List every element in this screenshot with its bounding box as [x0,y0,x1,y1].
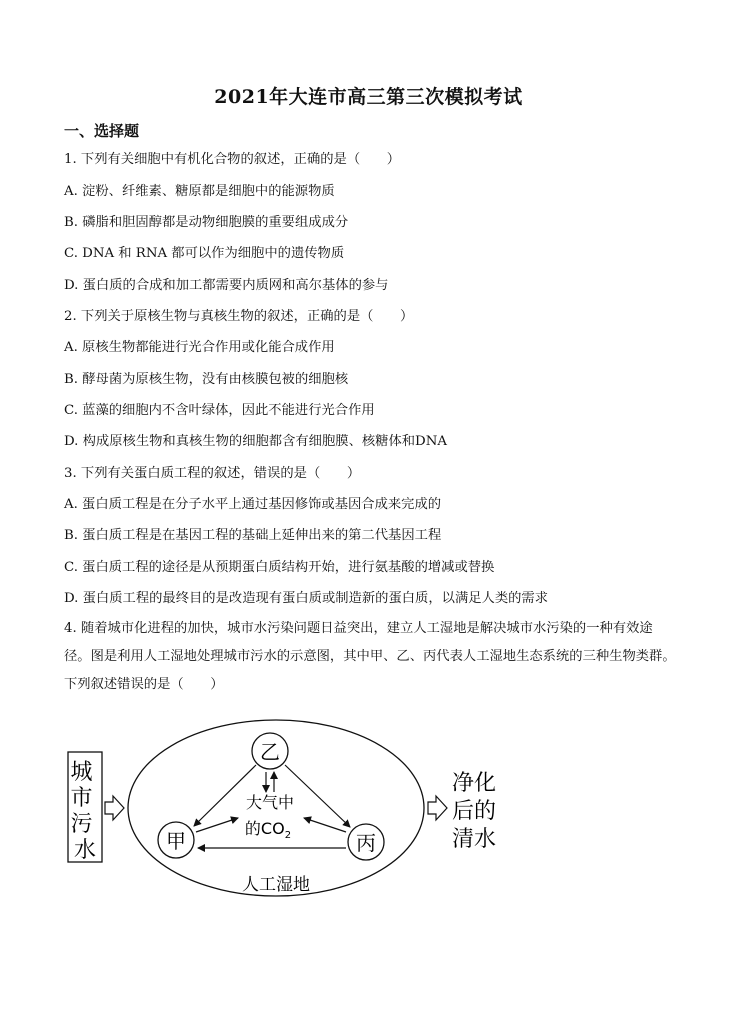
question-1-option-d: D. 蛋白质的合成和加工都需要内质网和高尔基体的参与 [64,278,389,293]
question-3-option-c: C. 蛋白质工程的途径是从预期蛋白质结构开始，进行氨基酸的增减或替换 [64,560,495,575]
question-3-option-a: A. 蛋白质工程是在分子水平上通过基因修饰或基因合成来完成的 [64,497,442,512]
question-2-option-b: B. 酵母菌为原核生物，没有由核膜包被的细胞核 [64,372,349,387]
arrow-jia-to-co2 [196,818,238,832]
arrow-yi-to-bing [285,765,350,827]
node-bing-label: 丙 [356,831,376,855]
question-3-stem: 3. 下列有关蛋白质工程的叙述，错误的是（ ） [64,466,361,481]
node-jia-label: 甲 [166,829,186,853]
section-heading: 一、选择题 [64,122,140,140]
question-1-option-a: A. 淀粉、纤维素、糖原都是细胞中的能源物质 [64,184,335,199]
input-label: 城 市 污 水 [70,760,97,863]
question-2-option-d: D. 构成原核生物和真核生物的细胞都含有细胞膜、核糖体和DNA [64,434,447,449]
question-2-stem: 2. 下列关于原核生物与真核生物的叙述，正确的是（ ） [64,309,414,324]
question-2-option-a: A. 原核生物都能进行光合作用或化能合成作用 [64,340,335,355]
arrow-bing-to-co2 [304,818,346,832]
question-3-option-b: B. 蛋白质工程是在基因工程的基础上延伸出来的第二代基因工程 [64,528,442,543]
question-4-stem: 4. 随着城市化进程的加快，城市水污染问题日益突出，建立人工湿地是解决城市水污染的一种有效途径。图是利用人工湿地处理城市污水的示意图，其中甲、乙、丙代表人工湿地生态系统的三种生物类群。下列叙述错误的是（ ） [64,621,676,692]
input-arrow [105,796,124,820]
question-2-option-c: C. 蓝藻的细胞内不含叶绿体，因此不能进行光合作用 [64,403,375,418]
page-title: 2021年大连市高三第三次模拟考试 [214,86,523,108]
center-label-line2: 的$CO_2$ [244,819,292,841]
output-label: 净化 后的 清水 [452,771,497,852]
wetland-label: 人工湿地 [242,875,310,895]
node-yi-label: 乙 [260,740,280,764]
question-1-stem: 1. 下列有关细胞中有机化合物的叙述，正确的是（ ） [64,152,401,167]
question-3-option-d: D. 蛋白质工程的最终目的是改造现有蛋白质或制造新的蛋白质，以满足人类的需求 [64,591,549,606]
question-1-option-c: C. DNA 和 RNA 都可以作为细胞中的遗传物质 [64,246,345,261]
center-label-line1: 大气中 [245,793,295,812]
output-arrow [428,796,447,820]
question-1-option-b: B. 磷脂和胆固醇都是动物细胞膜的重要组成成分 [64,215,349,230]
